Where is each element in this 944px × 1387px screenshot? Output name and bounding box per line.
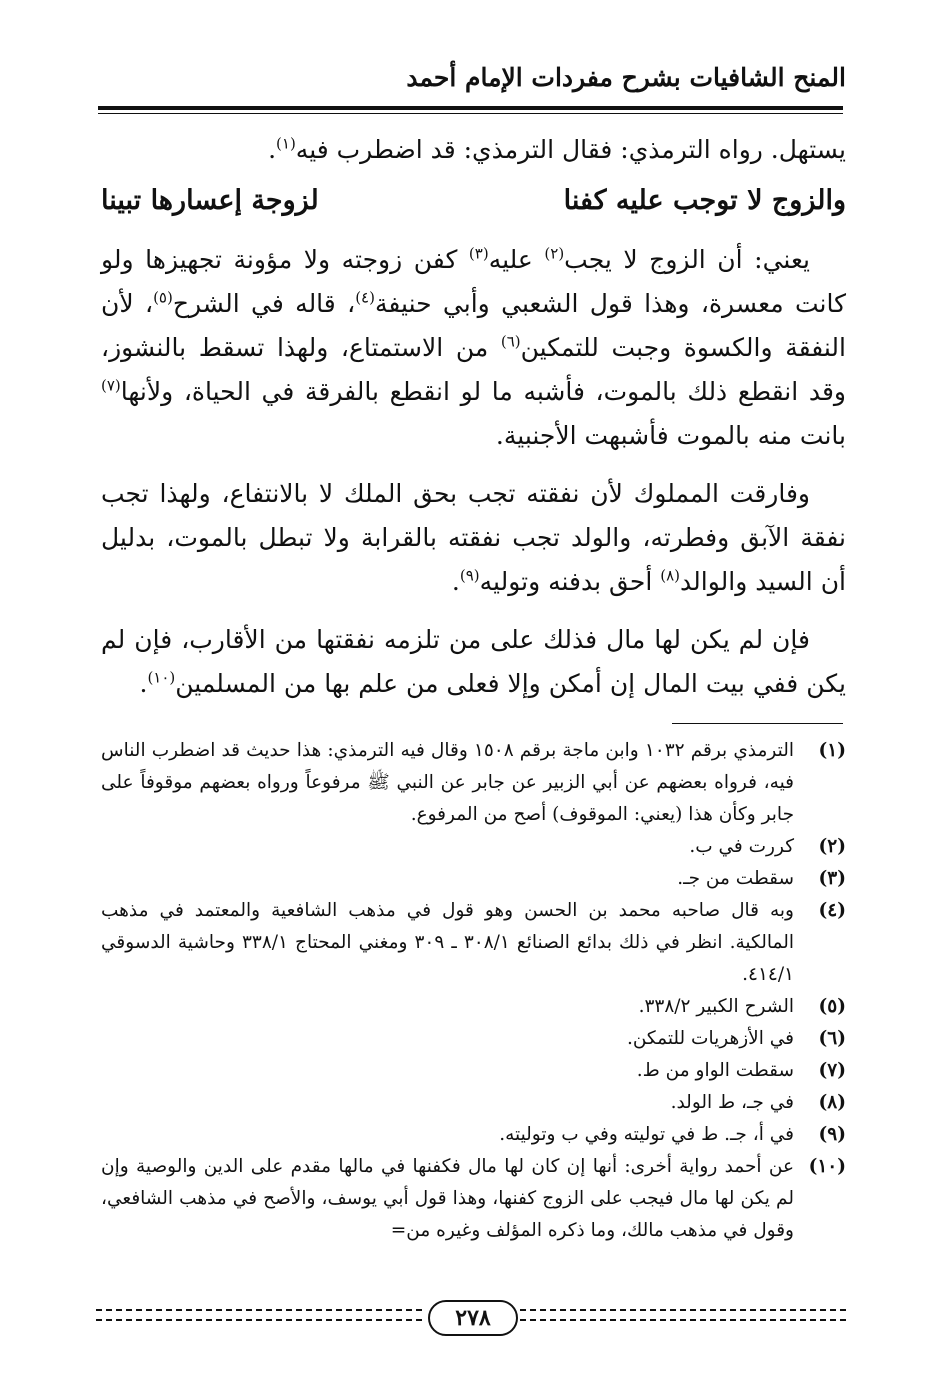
footnote-ref[interactable]: (١٠) (147, 668, 176, 687)
footer-ornament-right-2 (520, 1319, 846, 1321)
footnote-item (101, 831, 846, 863)
header-rule-thin (98, 113, 843, 114)
footnote-number: (٤) (818, 900, 846, 921)
footnote-text: كررت في ب. (689, 836, 794, 857)
footnote-separator (672, 723, 843, 724)
footnote-text: في جـ، ط الولد. (670, 1092, 794, 1113)
footnote-ref[interactable]: (٣) (468, 244, 489, 263)
footnote-ref[interactable]: (٤) (355, 288, 375, 307)
footnote-text: في أ، جـ. ط في توليته وفي ب وتوليته. (499, 1124, 794, 1145)
footnote-item (101, 991, 846, 1023)
footnote-ref[interactable]: (٢) (544, 244, 565, 263)
footnote-text: سقطت الواو من ط. (636, 1060, 794, 1081)
footnote-ref[interactable]: (٧) (101, 376, 121, 395)
page-number: ٢٧٨ (428, 1300, 518, 1336)
paragraph-3: فإن لم يكن لها مال فذلك على من تلزمه نفقتها من الأقارب، فإن لم يكن ففي بيت المال إن أمكن وإلا فعلى من علم بها من المسلمين$^{(١٠)}$. (101, 625, 846, 698)
footnote-text: في الأزهريات للتمكن. (626, 1028, 794, 1049)
footnote-number: (٣) (818, 868, 846, 889)
footnote-item (101, 1151, 846, 1247)
paragraph-1: يعني: أن الزوج لا يجب$^{(٢)}$ عليه$^{(٣)}$ كفن زوجته ولا مؤونة تجهيزها ولو كانت معسرة، وهذا قول الشعبي وأبي حنيفة$^{(٤)}$، قاله في الشرح$^{(٥)}$، لأن النفقة والكسوة وجبت للتمكين$^{(٦)}$ من الاستمتاع، ولهذا تسقط بالنشوز، وقد انقطع ذلك بالموت، فأشبه ما لو انقطع بالفرقة في الحياة، ولأنها$^{(٧)}$ بانت منه بالموت فأشبهت الأجنبية. (101, 244, 846, 450)
footnote-number: (١) (818, 740, 846, 761)
intro-line: يستهل. رواه الترمذي: فقال الترمذي: قد اضطرب فيه$^{(١)}$. (268, 134, 846, 164)
footnote-ref[interactable]: (٥) (153, 288, 173, 307)
footnote-text: الشرح الكبير ٣٣٨/٢. (638, 996, 794, 1017)
footnote-ref[interactable]: (٦) (500, 332, 521, 351)
main-text (101, 128, 846, 720)
footnotes (101, 735, 846, 1247)
footer-ornament-left-2 (96, 1319, 422, 1321)
footnote-ref[interactable]: (٩) (459, 566, 480, 585)
footnote-item (101, 1055, 846, 1087)
header-rule (98, 106, 843, 110)
poem-verse (101, 178, 846, 224)
footnote-number: (٦) (818, 1028, 846, 1049)
verse-second-hemistich: لزوجة إعسارها تبينا (101, 185, 319, 216)
footnote-number: (٩) (818, 1124, 846, 1145)
footer-ornament-left (96, 1309, 422, 1311)
footnote-item (101, 1023, 846, 1055)
footnote-number: (٨) (818, 1092, 846, 1113)
footnote-number: (٢) (818, 836, 846, 857)
footnote-text: الترمذي برقم ١٠٣٢ وابن ماجة برقم ١٥٠٨ وقال فيه الترمذي: هذا حديث قد اضطرب الناس فيه، فرواه بعضهم عن أبي الزبير عن جابر عن النبي ﷺ مرفوعاً ورواه بعضهم موقوفاً على جابر وكأن هذا (يعني: الموقوف) أصح من المرفوع. (101, 740, 794, 825)
footnote-text: وبه قال صاحبه محمد بن الحسن وهو قول في مذهب الشافعية والمعتمد في مذهب المالكية. انظر في ذلك بدائع الصنائع ٣٠٨/١ ـ ٣٠٩ ومغني المحتاج ٣٣٨/١ وحاشية الدسوقي ٤١٤/١. (101, 900, 794, 985)
running-header: المنح الشافيات بشرح مفردات الإمام أحمد (406, 63, 846, 92)
footnote-item (101, 735, 846, 831)
footnote-item (101, 1119, 846, 1151)
paragraph-2: وفارقت المملوك لأن نفقته تجب بحق الملك لا بالانتفاع، ولهذا تجب نفقة الآبق وفطرته، والولد تجب نفقته بالقرابة ولا تبطل بالموت، بدليل أن السيد والوالد$^{(٨)}$ أحق بدفنه وتوليه$^{(٩)}$. (101, 479, 846, 596)
footnote-ref[interactable]: (٨) (660, 566, 681, 585)
footnote-number: (٧) (818, 1060, 846, 1081)
footnote-item (101, 863, 846, 895)
footnote-number: (٥) (818, 996, 846, 1017)
footnote-text: عن أحمد رواية أخرى: أنها إن كان لها مال فكفنها في مالها مقدم على الدين والوصية وإن لم يكن لها مال فيجب على الزوج كفنها، وهذا قول أبي يوسف، والأصح في مذهب الشافعي، وقول في مذهب مالك، وما ذكره المؤلف وغيره من= (101, 1156, 794, 1241)
page-footer (96, 1300, 846, 1334)
footer-ornament-right (520, 1309, 846, 1311)
footnote-number: (١٠) (808, 1156, 846, 1177)
footnote-item (101, 895, 846, 991)
footnote-ref[interactable]: (١) (276, 134, 296, 153)
footnote-text: سقطت من جـ. (677, 868, 794, 889)
footnote-item (101, 1087, 846, 1119)
verse-first-hemistich: والزوج لا توجب عليه كفنا (563, 185, 846, 216)
